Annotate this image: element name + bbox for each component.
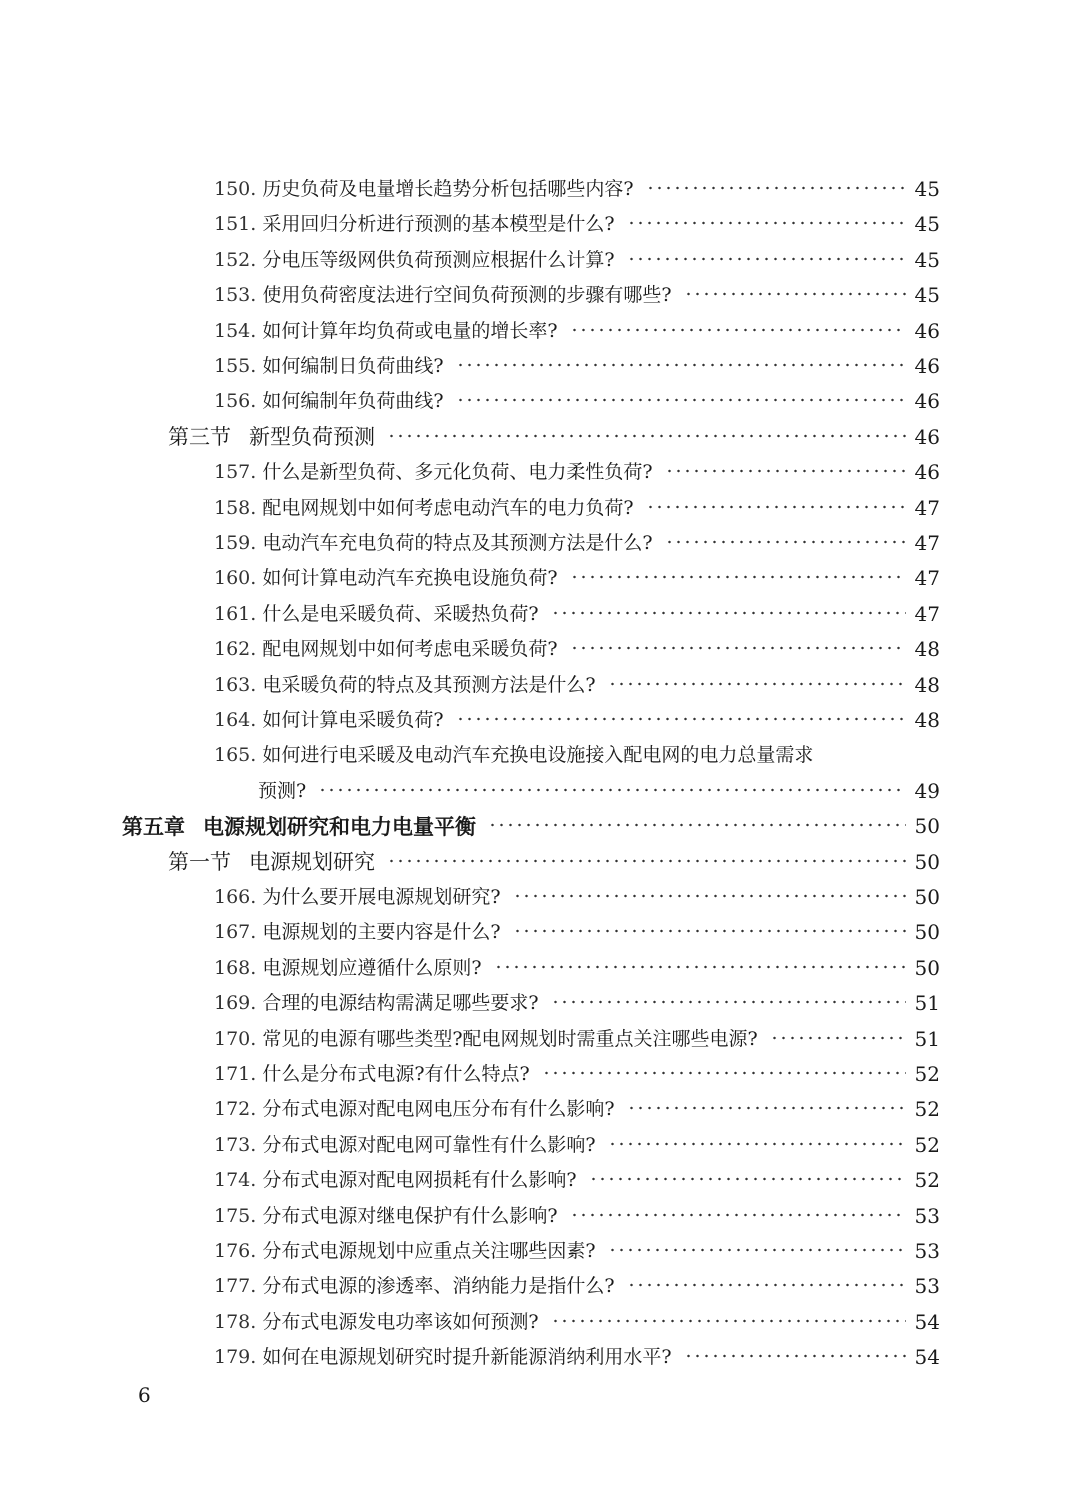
toc-entry-title [214, 278, 672, 313]
toc-entry[interactable] [0, 1128, 1080, 1163]
toc-entry-number: 161. [214, 603, 257, 625]
toc-entry[interactable] [0, 1092, 1080, 1127]
toc-entry[interactable] [0, 880, 1080, 915]
dot-leader [456, 363, 906, 367]
toc-entry-number: 151. [214, 213, 257, 235]
toc-page-number: 51 [914, 1027, 940, 1051]
toc-entry-number: 168. [214, 957, 257, 979]
chapter-label: 第五章 [122, 814, 185, 839]
toc-page-number: 47 [914, 566, 940, 590]
toc-entry-text: 常见的电源有哪些类型?配电网规划时需重点关注哪些电源? [262, 1028, 758, 1050]
toc-page-number: 45 [914, 177, 940, 201]
toc-entry-text: 什么是新型负荷、多元化负荷、电力柔性负荷? [262, 461, 653, 483]
toc-page-number: 47 [914, 602, 940, 626]
toc-page-number: 50 [914, 850, 940, 874]
toc-entry-text: 如何在电源规划研究时提升新能源消纳利用水平? [262, 1346, 672, 1368]
toc-entry[interactable] [0, 703, 1080, 738]
toc-entry-text: 使用负荷密度法进行空间负荷预测的步骤有哪些? [262, 284, 672, 306]
toc-entry[interactable] [0, 738, 1080, 773]
toc-entry-number: 165. [214, 744, 257, 766]
section-label: 第一节 [168, 850, 231, 874]
dot-leader [608, 1248, 906, 1252]
toc-entry-text: 分布式电源规划中应重点关注哪些因素? [262, 1240, 596, 1262]
toc-entry-number: 166. [214, 886, 257, 908]
dot-leader [684, 1354, 906, 1358]
toc-page-number: 46 [914, 389, 940, 413]
toc-entry-title [214, 349, 444, 384]
dot-leader [627, 221, 906, 225]
dot-leader [456, 398, 906, 402]
toc-entry-title [214, 455, 653, 490]
chapter-title: 电源规划研究和电力电量平衡 [203, 814, 476, 839]
toc-entry-text: 分布式电源对配电网损耗有什么影响? [262, 1169, 577, 1191]
toc-page-number: 52 [914, 1062, 940, 1086]
toc-entry[interactable] [0, 278, 1080, 313]
dot-leader [551, 1000, 906, 1004]
dot-leader [646, 505, 906, 509]
dot-leader [488, 823, 906, 827]
toc-page-number: 51 [914, 991, 940, 1015]
toc-entry-title [214, 561, 558, 596]
toc-entry[interactable] [0, 1305, 1080, 1340]
toc-entry[interactable] [0, 597, 1080, 632]
toc-entry[interactable] [0, 668, 1080, 703]
dot-leader [608, 682, 906, 686]
toc-entry[interactable] [0, 384, 1080, 419]
toc-entry-title [214, 1022, 758, 1057]
dot-leader [570, 575, 906, 579]
toc-entry-number: 150. [214, 178, 257, 200]
toc-entry-text: 电动汽车充电负荷的特点及其预测方法是什么? [262, 532, 653, 554]
toc-page-number: 45 [914, 248, 940, 272]
toc-page-number: 52 [914, 1133, 940, 1157]
toc-entry-text: 分布式电源的渗透率、消纳能力是指什么? [262, 1275, 615, 1297]
toc-entry-number: 171. [214, 1063, 257, 1085]
toc-entry-number: 173. [214, 1134, 257, 1156]
toc-page-number: 52 [914, 1097, 940, 1121]
toc-entry-title [214, 526, 653, 561]
toc-entry-title [122, 809, 476, 844]
toc-entry-continuation[interactable] [0, 774, 1080, 809]
toc-entry-text: 如何计算电采暖负荷? [262, 709, 444, 731]
toc-page-number: 50 [914, 885, 940, 909]
toc-entry-number: 179. [214, 1346, 257, 1368]
toc-entry-text: 分布式电源对配电网电压分布有什么影响? [262, 1098, 615, 1120]
toc-entry[interactable] [0, 1057, 1080, 1092]
toc-page-number: 50 [914, 920, 940, 944]
toc-entry-number: 164. [214, 709, 257, 731]
toc-page-number: 46 [914, 354, 940, 378]
toc-entry[interactable] [0, 172, 1080, 207]
toc-page-number: 45 [914, 212, 940, 236]
dot-leader [387, 859, 906, 863]
toc-entry[interactable] [0, 561, 1080, 596]
toc-entry-text: 为什么要开展电源规划研究? [262, 886, 501, 908]
dot-leader [570, 328, 906, 332]
toc-entry-number: 170. [214, 1028, 257, 1050]
dot-leader [551, 1319, 906, 1323]
toc-page-number: 45 [914, 283, 940, 307]
toc-entry-title [214, 880, 501, 915]
dot-leader [456, 717, 906, 721]
toc-entry-text-continued: 预测? [258, 780, 307, 802]
toc-entry-title [214, 915, 501, 950]
toc-entry-title [168, 420, 375, 455]
toc-entry[interactable] [0, 915, 1080, 950]
toc-page-number: 53 [914, 1239, 940, 1263]
toc-entry-title [214, 738, 813, 773]
dot-leader [542, 1071, 906, 1075]
toc-entry-text: 电源规划应遵循什么原则? [262, 957, 482, 979]
toc-entry-title [214, 1305, 539, 1340]
toc-page-number: 47 [914, 496, 940, 520]
toc-entry-title [214, 1269, 615, 1304]
toc-entry-text: 电采暖负荷的特点及其预测方法是什么? [262, 674, 596, 696]
dot-leader [770, 1036, 906, 1040]
toc-entry-title [214, 1163, 577, 1198]
toc-entry-text: 合理的电源结构需满足哪些要求? [262, 992, 539, 1014]
dot-leader [494, 965, 906, 969]
toc-entry-text: 电源规划的主要内容是什么? [262, 921, 501, 943]
toc-entry-text: 分布式电源对继电保护有什么影响? [262, 1205, 558, 1227]
toc-entry-number: 167. [214, 921, 257, 943]
toc-entry-number: 175. [214, 1205, 257, 1227]
toc-entry-text: 如何计算年均负荷或电量的增长率? [262, 320, 558, 342]
toc-entry-title [214, 1128, 596, 1163]
toc-entry-text: 如何进行电采暖及电动汽车充换电设施接入配电网的电力总量需求 [262, 744, 814, 766]
toc-entry-text: 配电网规划中如何考虑电采暖负荷? [262, 638, 558, 660]
toc-entry-title [214, 1092, 615, 1127]
toc-entry[interactable] [0, 1022, 1080, 1057]
toc-entry-title [214, 491, 634, 526]
toc-entry[interactable] [0, 1163, 1080, 1198]
toc-page-number: 49 [914, 779, 940, 803]
toc-entry-text: 如何计算电动汽车充换电设施负荷? [262, 567, 558, 589]
toc-entry[interactable] [0, 632, 1080, 667]
dot-leader [570, 1213, 906, 1217]
toc-page-number: 50 [914, 814, 940, 838]
toc-entry-title [168, 845, 375, 880]
toc-entry-title [214, 1234, 596, 1269]
toc-entry-number: 172. [214, 1098, 257, 1120]
toc-entry-number: 158. [214, 497, 257, 519]
toc-page-number: 53 [914, 1204, 940, 1228]
toc-entry-title [214, 597, 539, 632]
toc-entry-number: 163. [214, 674, 257, 696]
toc-entry-title [214, 951, 482, 986]
toc-entry[interactable] [0, 1234, 1080, 1269]
toc-entry[interactable] [0, 986, 1080, 1021]
section-label: 第三节 [168, 425, 231, 449]
dot-leader [684, 292, 906, 296]
toc-entry-number: 162. [214, 638, 257, 660]
dot-leader [318, 788, 906, 792]
toc-entry[interactable] [0, 951, 1080, 986]
toc-entry[interactable] [0, 314, 1080, 349]
toc-page-number: 53 [914, 1274, 940, 1298]
toc-entry-text: 分布式电源发电功率该如何预测? [262, 1311, 539, 1333]
toc-entry[interactable] [0, 207, 1080, 242]
toc-entry-number: 152. [214, 249, 257, 271]
toc-page-number: 46 [914, 460, 940, 484]
dot-leader [665, 469, 906, 473]
toc-chapter[interactable] [0, 809, 1080, 844]
dot-leader [551, 611, 906, 615]
page-number: 6 [138, 1383, 151, 1407]
toc-entry-title [214, 668, 596, 703]
toc-entry-title [214, 243, 615, 278]
toc-entry[interactable] [0, 1199, 1080, 1234]
toc-entry-number: 178. [214, 1311, 257, 1333]
toc-entry-number: 176. [214, 1240, 257, 1262]
toc-entry[interactable] [0, 349, 1080, 384]
dot-leader [570, 646, 906, 650]
section-title: 新型负荷预测 [249, 425, 375, 449]
dot-leader [665, 540, 906, 544]
toc-entry[interactable] [0, 455, 1080, 490]
dot-leader [387, 434, 906, 438]
toc-entry-text: 如何编制日负荷曲线? [262, 355, 444, 377]
section-title: 电源规划研究 [249, 850, 375, 874]
toc-entry-title [214, 172, 634, 207]
toc-entry-number: 154. [214, 320, 257, 342]
dot-leader [627, 1283, 906, 1287]
toc-entry-title [214, 632, 558, 667]
toc-entry-title [214, 207, 615, 242]
dot-leader [513, 929, 906, 933]
toc-entry-text: 配电网规划中如何考虑电动汽车的电力负荷? [262, 497, 634, 519]
toc-entry-title [214, 384, 444, 419]
toc-page-number: 46 [914, 319, 940, 343]
toc-page-number: 52 [914, 1168, 940, 1192]
toc-page-number: 54 [914, 1345, 940, 1369]
toc-entry-title [214, 1199, 558, 1234]
dot-leader [627, 1106, 906, 1110]
toc-entry-text: 分布式电源对配电网可靠性有什么影响? [262, 1134, 596, 1156]
toc-entry-text: 什么是电采暖负荷、采暖热负荷? [262, 603, 539, 625]
dot-leader [627, 257, 906, 261]
toc-entry-number: 153. [214, 284, 257, 306]
toc-page-number: 47 [914, 531, 940, 555]
dot-leader [646, 186, 906, 190]
toc-entry-text: 采用回归分析进行预测的基本模型是什么? [262, 213, 615, 235]
toc-page-number: 48 [914, 708, 940, 732]
toc-entry-title [214, 1340, 672, 1375]
toc-entry-title [214, 703, 444, 738]
toc-entry[interactable] [0, 526, 1080, 561]
dot-leader [589, 1177, 906, 1181]
toc-entry-title [214, 1057, 530, 1092]
toc-entry-title [214, 986, 539, 1021]
toc-entry[interactable] [0, 1269, 1080, 1304]
toc-section[interactable] [0, 420, 1080, 455]
toc-entry-number: 155. [214, 355, 257, 377]
toc-entry-number: 160. [214, 567, 257, 589]
toc-entry[interactable] [0, 491, 1080, 526]
toc-entry-number: 156. [214, 390, 257, 412]
toc-entry-text: 历史负荷及电量增长趋势分析包括哪些内容? [262, 178, 634, 200]
toc-entry-number: 177. [214, 1275, 257, 1297]
toc-entry-number: 159. [214, 532, 257, 554]
toc-page-number: 48 [914, 637, 940, 661]
toc-entry-text: 如何编制年负荷曲线? [262, 390, 444, 412]
toc-entry-number: 169. [214, 992, 257, 1014]
dot-leader [608, 1142, 906, 1146]
toc-page-number: 50 [914, 956, 940, 980]
toc-entry[interactable] [0, 243, 1080, 278]
toc-entry-text: 什么是分布式电源?有什么特点? [262, 1063, 530, 1085]
toc-section[interactable] [0, 845, 1080, 880]
toc-entry-number: 157. [214, 461, 257, 483]
toc-entry-title [214, 314, 558, 349]
toc-entry[interactable] [0, 1340, 1080, 1375]
toc-page-number: 54 [914, 1310, 940, 1334]
dot-leader [513, 894, 906, 898]
toc-entry-number: 174. [214, 1169, 257, 1191]
toc-page-number: 46 [914, 425, 940, 449]
toc-entry-text: 分电压等级网供负荷预测应根据什么计算? [262, 249, 615, 271]
toc-page-number: 48 [914, 673, 940, 697]
